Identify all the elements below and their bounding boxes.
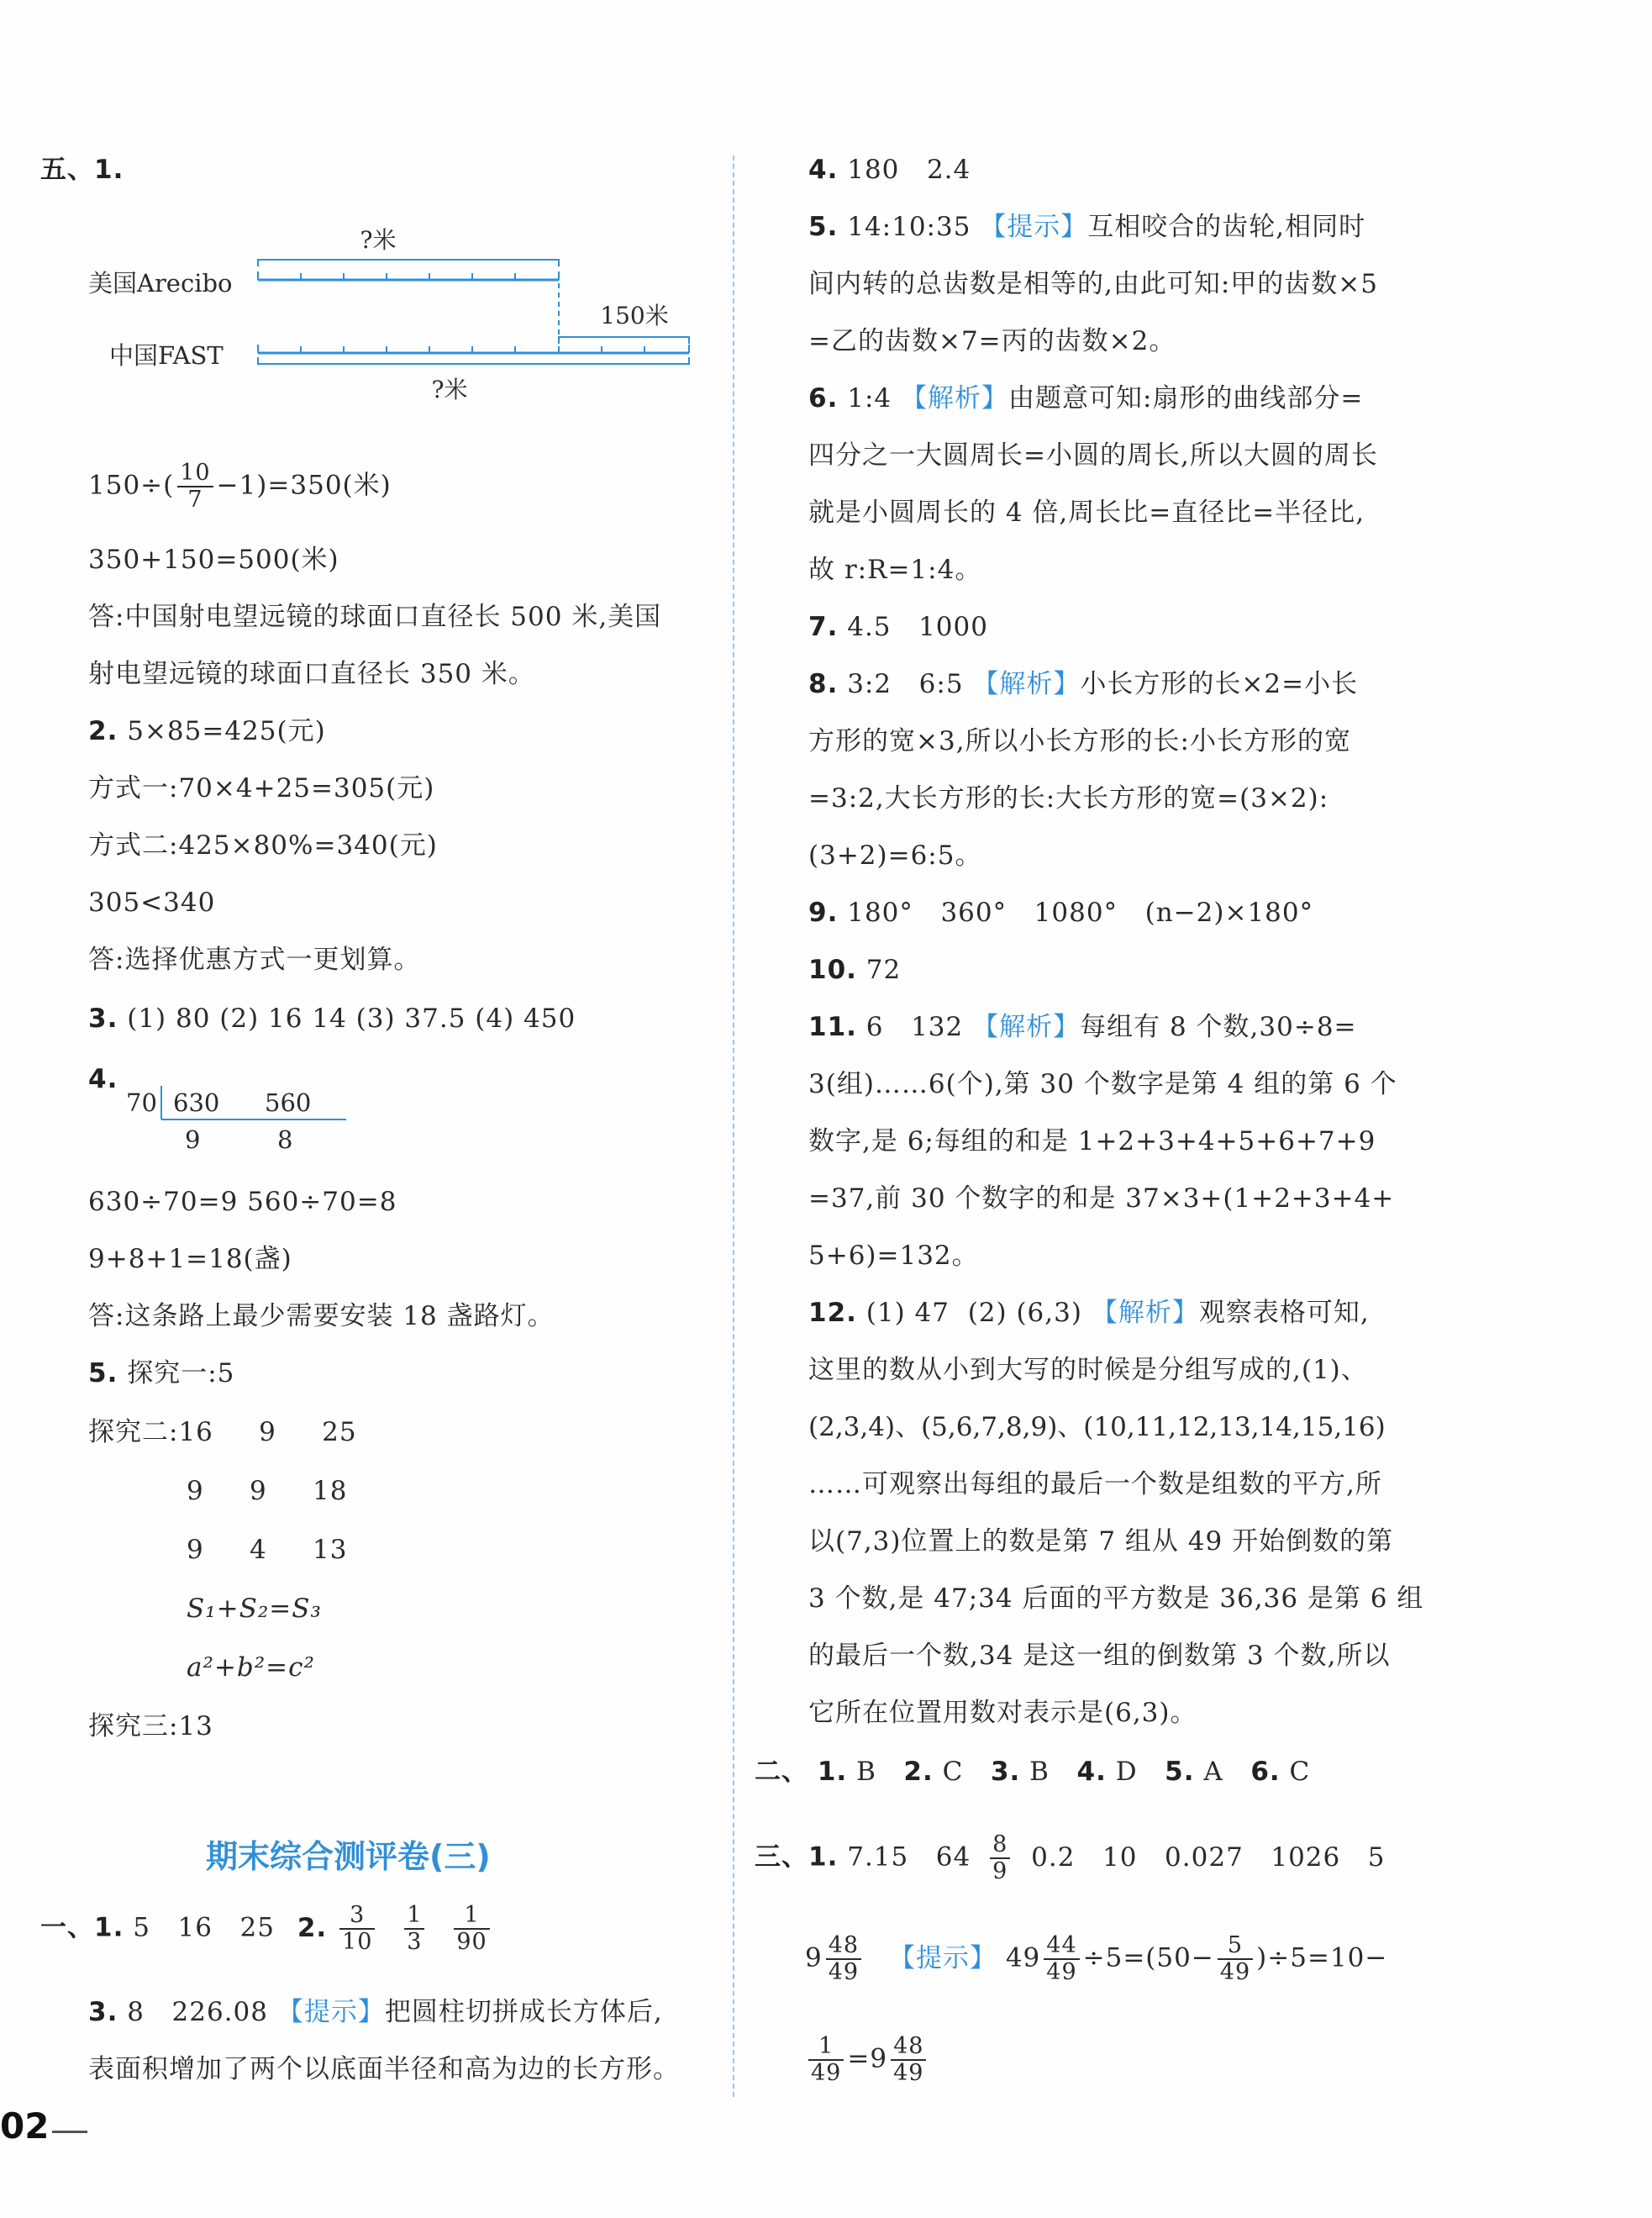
question-4-number: 4. <box>88 1064 118 1094</box>
analysis-tag: 【解析】 <box>900 383 1008 414</box>
right-q8-line-2: 方形的宽×3,所以小长方形的长:小长方形的宽 <box>808 726 1351 756</box>
analysis-tag: 【解析】 <box>1091 1298 1199 1328</box>
section-2-choices: 二、 1. B 2. C 3. B 4. D 5. A 6. C <box>755 1757 1311 1787</box>
diagram-extra-label: 150米 <box>600 302 669 329</box>
short-division <box>118 1076 370 1160</box>
right-q12-line-8: 它所在位置用数对表示是(6,3)。 <box>808 1698 1197 1728</box>
calc-1 <box>88 461 392 513</box>
fraction-5-49: $\frac{5}{49}$ <box>1218 1933 1253 1985</box>
fraction-8-9: $\frac{8}{9}$ <box>990 1832 1010 1884</box>
section-3-row-1: 三、1. 7.15 64 $\frac{8}{9}$ 0.2 10 0.027 1026 5 <box>755 1831 1386 1884</box>
question-3: 3. (1) 80 (2) 16 14 (3) 37.5 (4) 450 <box>88 1004 576 1034</box>
part-1-row: 一、1. 5 16 25 2. $\frac{3}{10}$ $\frac{1}{3}$ $\frac{1}{90}$ <box>40 1903 493 1955</box>
right-q8: 8. 3:2 6:5 【解析】小长方形的长×2=小长 <box>808 669 1359 699</box>
fraction-44-49: $\frac{44}{49}$ <box>1044 1933 1079 1985</box>
right-q12-line-6: 3 个数,是 47;34 后面的平方数是 36,36 是第 6 组 <box>808 1583 1424 1614</box>
calc-2: 350+150=500(米) <box>88 545 339 575</box>
part-1-question-3-line-2: 表面积增加了两个以底面半径和高为边的长方形。 <box>88 2054 680 2084</box>
diagram-row1-label: 美国Arecibo <box>88 269 233 298</box>
section-3-row-3: $\frac{1}{49}$ =9 $\frac{48}{49}$ <box>805 2034 929 2086</box>
fraction-10-7: $\frac{10}{7}$ <box>177 461 213 513</box>
question-2-method-2: 方式二:425×80%=340(元) <box>88 830 438 861</box>
hint-tag: 【提示】 <box>888 1942 997 1973</box>
explore-2-row-1: 探究二:16 9 25 <box>88 1417 357 1447</box>
right-q12-line-5: 以(7,3)位置上的数是第 7 组从 49 开始倒数的第 <box>808 1526 1394 1557</box>
right-q11-line-3: 数字,是 6;每组的和是 1+2+3+4+5+6+7+9 <box>808 1126 1376 1156</box>
column-divider <box>733 155 734 2097</box>
part-1-question-3: 3. 8 226.08 【提示】把圆柱切拼成长方体后, <box>88 1997 663 2027</box>
diagram-bottom-label: ?米 <box>431 376 468 403</box>
question-4-calc-1: 630÷70=9 560÷70=8 <box>88 1187 397 1217</box>
question-4-calc-2: 9+8+1=18(盏) <box>88 1244 292 1274</box>
right-q12-line-4: ……可观察出每组的最后一个数是组数的平方,所 <box>808 1469 1382 1499</box>
answer-1-line-2: 射电望远镜的球面口直径长 350 米。 <box>88 659 535 689</box>
fraction-48-49: $\frac{48}{49}$ <box>826 1933 861 1985</box>
right-q12: 12. (1) 47 (2) (6,3) 【解析】观察表格可知, <box>808 1298 1370 1328</box>
section-3-row-2: 9 $\frac{48}{49}$ 【提示】 49 $\frac{44}{49}$ ÷5=(50− $\frac{5}{49}$ )÷5=10− <box>805 1932 1388 1985</box>
right-q12-line-3: (2,3,4)、(5,6,7,8,9)、(10,11,12,13,14,15,16) <box>808 1412 1386 1442</box>
diagram-top-label: ?米 <box>360 226 397 254</box>
page-number: 02 <box>0 2105 50 2147</box>
right-q8-line-3: =3:2,大长方形的长:大长方形的宽=(3×2): <box>808 783 1329 814</box>
question-2-method-1: 方式一:70×4+25=305(元) <box>88 773 435 803</box>
analysis-tag: 【解析】 <box>972 669 1081 699</box>
hint-tag: 【提示】 <box>980 212 1088 242</box>
right-q5-line-2: 间内转的总齿数是相等的,由此可知:甲的齿数×5 <box>808 269 1378 299</box>
line-segment-diagram <box>80 214 702 416</box>
diagram-row2-label: 中国FAST <box>109 341 224 370</box>
question-2: 2. 5×85=425(元) <box>88 716 326 746</box>
fraction-1-90: $\frac{1}{90}$ <box>454 1903 489 1955</box>
calc-1-pre: 150÷( <box>88 470 175 501</box>
question-5: 5. 探究一:5 <box>88 1358 235 1388</box>
right-q6-line-3: 就是小圆周长的 4 倍,周长比=直径比=半径比, <box>808 498 1365 528</box>
right-q8-line-4: (3+2)=6:5。 <box>808 840 982 871</box>
quotient-a: 9 <box>185 1125 201 1154</box>
question-4-answer: 答:这条路上最少需要安装 18 盏路灯。 <box>88 1301 555 1331</box>
explore-3: 探究三:13 <box>88 1711 213 1741</box>
right-q11-line-4: =37,前 30 个数字的和是 37×3+(1+2+3+4+ <box>808 1183 1395 1214</box>
right-q11: 11. 6 132 【解析】每组有 8 个数,30÷8= <box>808 1012 1357 1042</box>
right-q4: 4. 180 2.4 <box>808 155 971 185</box>
right-q9: 9. 180° 360° 1080° (n−2)×180° <box>808 898 1314 928</box>
explore-2-formula-2: a²+b²=c² <box>187 1652 315 1683</box>
right-q6-line-2: 四分之一大圆周长=小圆的周长,所以大圆的周长 <box>808 440 1378 471</box>
section-title: 期末综合测评卷(三) <box>206 1838 491 1875</box>
analysis-tag: 【解析】 <box>972 1012 1081 1042</box>
fraction-1-3: $\frac{1}{3}$ <box>404 1903 424 1955</box>
right-q6: 6. 1:4 【解析】由题意可知:扇形的曲线部分= <box>808 383 1364 414</box>
right-q6-line-4: 故 r:R=1:4。 <box>808 555 982 585</box>
right-q11-line-5: 5+6)=132。 <box>808 1241 979 1271</box>
explore-2-row-2: 9 9 18 <box>187 1476 348 1506</box>
explore-2-formula-1: S₁+S₂=S₃ <box>187 1594 322 1624</box>
fraction-48-49-result: $\frac{48}{49}$ <box>891 2034 926 2086</box>
answer-1-line-1: 答:中国射电望远镜的球面口直径长 500 米,美国 <box>88 602 662 632</box>
calc-1-post: −1)=350(米) <box>216 470 392 501</box>
right-q12-line-7: 的最后一个数,34 是这一组的倒数第 3 个数,所以 <box>808 1641 1391 1671</box>
dividend-a: 630 <box>173 1088 220 1117</box>
right-q5-line-3: =乙的齿数×7=丙的齿数×2。 <box>808 326 1176 356</box>
hint-tag: 【提示】 <box>276 1997 385 2027</box>
divisor: 70 <box>126 1088 157 1117</box>
page-number-dash <box>52 2131 87 2133</box>
right-q11-line-2: 3(组)……6(个),第 30 个数字是第 4 组的第 6 个 <box>808 1069 1397 1099</box>
right-q7: 7. 4.5 1000 <box>808 612 988 642</box>
section-5-heading: 五、1. <box>40 155 124 185</box>
question-2-compare: 305<340 <box>88 888 216 918</box>
right-q12-line-2: 这里的数从小到大写的时候是分组写成的,(1)、 <box>808 1355 1368 1385</box>
dividend-b: 560 <box>265 1088 312 1117</box>
right-q10: 10. 72 <box>808 955 902 985</box>
quotient-b: 8 <box>277 1125 293 1154</box>
explore-2-row-3: 9 4 13 <box>187 1535 348 1565</box>
right-q5: 5. 14:10:35 【提示】互相咬合的齿轮,相同时 <box>808 212 1366 242</box>
fraction-3-10: $\frac{3}{10}$ <box>339 1903 375 1955</box>
question-2-answer: 答:选择优惠方式一更划算。 <box>88 945 421 975</box>
fraction-1-49: $\frac{1}{49}$ <box>808 2034 844 2086</box>
